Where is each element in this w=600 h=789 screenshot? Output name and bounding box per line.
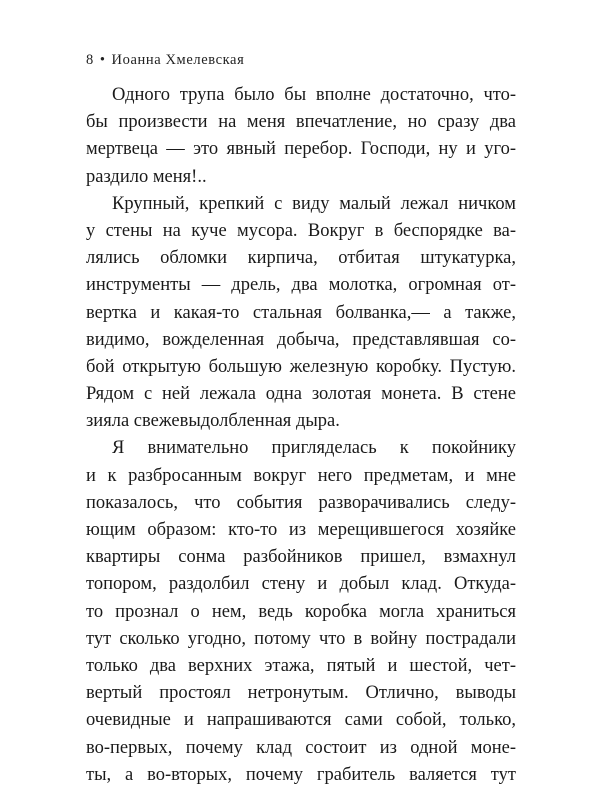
text-line: топором, раздолбил стену и добыл клад. Откуда- xyxy=(86,574,516,595)
text-line: Я внимательно пригляделась к покойнику xyxy=(112,438,516,459)
text-line: видимо, вожделенная добыча, представлявшая со- xyxy=(86,329,516,350)
text-line: показалось, что события разворачивались следу- xyxy=(86,492,516,513)
paragraph-1 xyxy=(86,82,516,191)
header-separator: • xyxy=(99,52,106,68)
text-line: зияла свежевыдолбленная дыра. xyxy=(86,411,340,432)
text-line: и к разбросанным вокруг него предметам, и мне xyxy=(86,465,516,486)
text-line: бы произвести на меня впечатление, но сразу два xyxy=(86,112,516,133)
text-line: бой открытую большую железную коробку. Пустую. xyxy=(86,356,516,377)
page-number: 8 xyxy=(86,52,94,68)
text-line: раздило меня!.. xyxy=(86,166,207,187)
body-text xyxy=(86,82,516,789)
text-line: Крупный, крепкий с виду малый лежал ничком xyxy=(112,193,516,214)
text-line: у стены на куче мусора. Вокруг в беспорядке ва- xyxy=(86,220,516,241)
text-line: вертый простоял нетронутым. Отлично, выводы xyxy=(86,683,516,704)
text-line: тут сколько угодно, потому что в войну пострадали xyxy=(86,628,516,649)
author-name: Иоанна Хмелевская xyxy=(111,52,245,68)
text-line: только два верхних этажа, пятый и шестой, чет- xyxy=(86,655,516,676)
paragraph-2 xyxy=(86,191,516,436)
text-line: Рядом с ней лежала одна золотая монета. В стене xyxy=(86,384,516,405)
text-line: во-первых, почему клад состоит из одной моне- xyxy=(86,737,516,758)
text-line: мертвеца — это явный перебор. Господи, ну и уго- xyxy=(86,139,516,160)
text-line: то прознал о нем, ведь коробка могла храниться xyxy=(86,601,516,622)
text-line: квартиры сонма разбойников пришел, взмахнул xyxy=(86,547,516,568)
text-line: вертка и какая-то стальная болванка,— а также, xyxy=(86,302,516,323)
text-line: очевидные и напрашиваются сами собой, только, xyxy=(86,710,516,731)
text-line: инструменты — дрель, два молотка, огромная от- xyxy=(86,275,516,296)
text-line: ты, а во-вторых, почему грабитель валяется тут xyxy=(86,764,516,785)
text-line: лялись обломки кирпича, отбитая штукатурка, xyxy=(86,248,516,269)
running-head xyxy=(86,52,244,69)
paragraph-3 xyxy=(86,435,516,788)
text-line: ющим образом: кто-то из мерещившегося хозяйке xyxy=(86,520,516,540)
text-line: Одного трупа было бы вполне достаточно, что- xyxy=(112,85,516,105)
